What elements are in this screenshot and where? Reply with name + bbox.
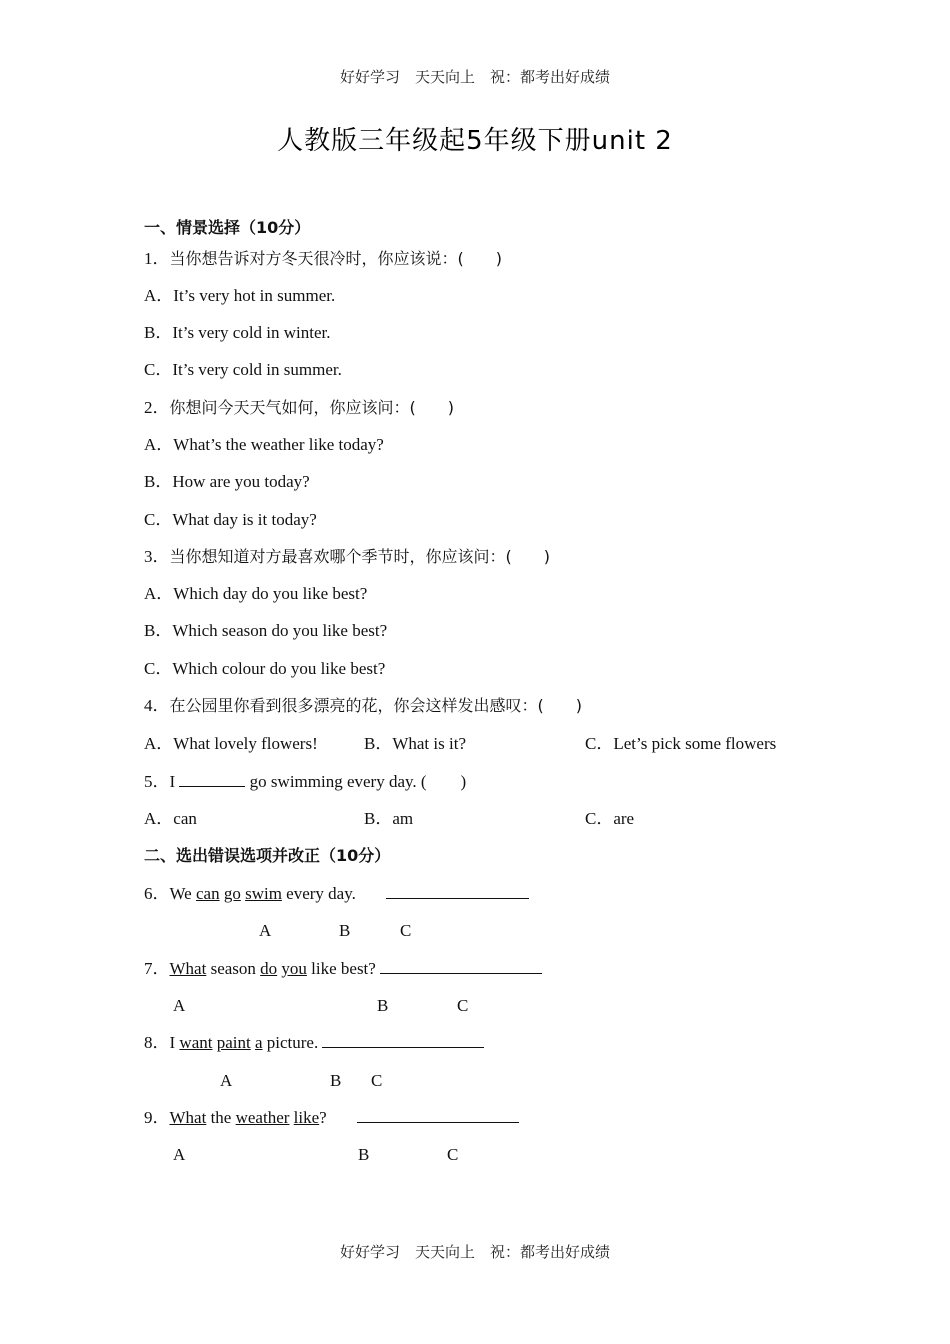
word: picture. xyxy=(266,1033,319,1052)
question-number: 8． xyxy=(144,1033,170,1052)
option-2c: C．What day is it today? xyxy=(144,510,317,529)
label-a: A xyxy=(220,1071,233,1090)
underlined-word-a: What xyxy=(169,959,207,978)
question-number: 2． xyxy=(144,398,170,417)
label-c: C xyxy=(400,921,412,940)
page-title: 人教版三年级起5年级下册unit 2 xyxy=(277,126,673,156)
section-heading-2: 二、选出错误选项并改正（10分） xyxy=(144,846,391,865)
word: season xyxy=(210,959,256,978)
label-c: C xyxy=(457,996,469,1015)
question-text: 在公园里你看到很多漂亮的花，你会这样发出感叹：( ) xyxy=(169,696,582,715)
question-number: 6． xyxy=(144,884,170,903)
correction-blank[interactable] xyxy=(380,958,542,974)
option-3c: C．Which colour do you like best? xyxy=(144,659,386,678)
question-9 xyxy=(144,1107,519,1129)
word: every day. xyxy=(286,884,356,903)
word: ? xyxy=(319,1108,327,1127)
option-2b: B．How are you today? xyxy=(144,472,310,491)
question-4 xyxy=(144,695,582,717)
underlined-word-b: do xyxy=(260,959,278,978)
question-text-pre: I xyxy=(169,772,176,791)
correction-blank[interactable] xyxy=(357,1107,519,1123)
option-1b: B．It’s very cold in winter. xyxy=(144,323,331,342)
correction-blank[interactable] xyxy=(386,883,529,899)
underlined-word-b: go xyxy=(223,884,241,903)
correction-blank[interactable] xyxy=(322,1032,484,1048)
underlined-word-c: swim xyxy=(245,884,282,903)
question-8 xyxy=(144,1032,484,1054)
option-5b: B．am xyxy=(364,809,414,828)
label-b: B xyxy=(358,1145,370,1164)
label-b: B xyxy=(330,1071,342,1090)
label-a: A xyxy=(173,996,186,1015)
label-b: B xyxy=(377,996,389,1015)
section-heading-1: 一、情景选择（10分） xyxy=(144,218,311,237)
label-b: B xyxy=(339,921,351,940)
underlined-word-a: want xyxy=(179,1033,213,1052)
word: We xyxy=(169,884,192,903)
question-number: 5． xyxy=(144,772,170,791)
underlined-word-b: paint xyxy=(216,1033,251,1052)
option-4a: A．What lovely flowers! xyxy=(144,734,318,753)
page-header: 好好学习 天天向上 祝：都考出好成绩 xyxy=(339,68,610,86)
word: the xyxy=(210,1108,232,1127)
options-row-5 xyxy=(144,808,824,830)
option-1a: A．It’s very hot in summer. xyxy=(144,286,336,305)
answer-blank[interactable] xyxy=(179,771,245,787)
question-text-post: go swimming every day. ( ) xyxy=(249,772,467,791)
label-a: A xyxy=(173,1145,186,1164)
underlined-word-a: can xyxy=(195,884,220,903)
question-text: 当你想知道对方最喜欢哪个季节时，你应该问：( ) xyxy=(169,547,550,566)
question-5 xyxy=(144,771,466,793)
underlined-word-c: you xyxy=(281,959,307,978)
label-c: C xyxy=(371,1071,383,1090)
question-2 xyxy=(144,397,454,419)
option-3b: B．Which season do you like best? xyxy=(144,621,388,640)
word: I xyxy=(169,1033,176,1052)
question-number: 7． xyxy=(144,959,170,978)
underlined-word-b: weather xyxy=(235,1108,290,1127)
option-4b: B．What is it? xyxy=(364,734,466,753)
question-number: 1． xyxy=(144,249,170,268)
option-5a: A．can xyxy=(144,809,197,828)
question-7 xyxy=(144,958,542,980)
question-1 xyxy=(144,248,502,270)
question-number: 9． xyxy=(144,1108,170,1127)
question-text: 你想问今天天气如何，你应该问：( ) xyxy=(169,398,454,417)
question-3 xyxy=(144,546,550,568)
page-footer: 好好学习 天天向上 祝：都考出好成绩 xyxy=(339,1243,610,1261)
option-1c: C．It’s very cold in summer. xyxy=(144,360,342,379)
question-number: 4． xyxy=(144,696,170,715)
underlined-word-c: a xyxy=(254,1033,263,1052)
option-4c: C．Let’s pick some flowers xyxy=(585,734,777,753)
option-3a: A．Which day do you like best? xyxy=(144,584,368,603)
question-6 xyxy=(144,883,529,905)
underlined-word-c: like xyxy=(293,1108,320,1127)
label-a: A xyxy=(259,921,272,940)
question-text: 当你想告诉对方冬天很冷时，你应该说：( ) xyxy=(169,249,502,268)
option-2a: A．What’s the weather like today? xyxy=(144,435,384,454)
options-row-4 xyxy=(144,733,824,755)
word: like best? xyxy=(311,959,376,978)
underlined-word-a: What xyxy=(169,1108,207,1127)
option-5c: C．are xyxy=(585,809,635,828)
label-c: C xyxy=(447,1145,459,1164)
question-number: 3． xyxy=(144,547,170,566)
